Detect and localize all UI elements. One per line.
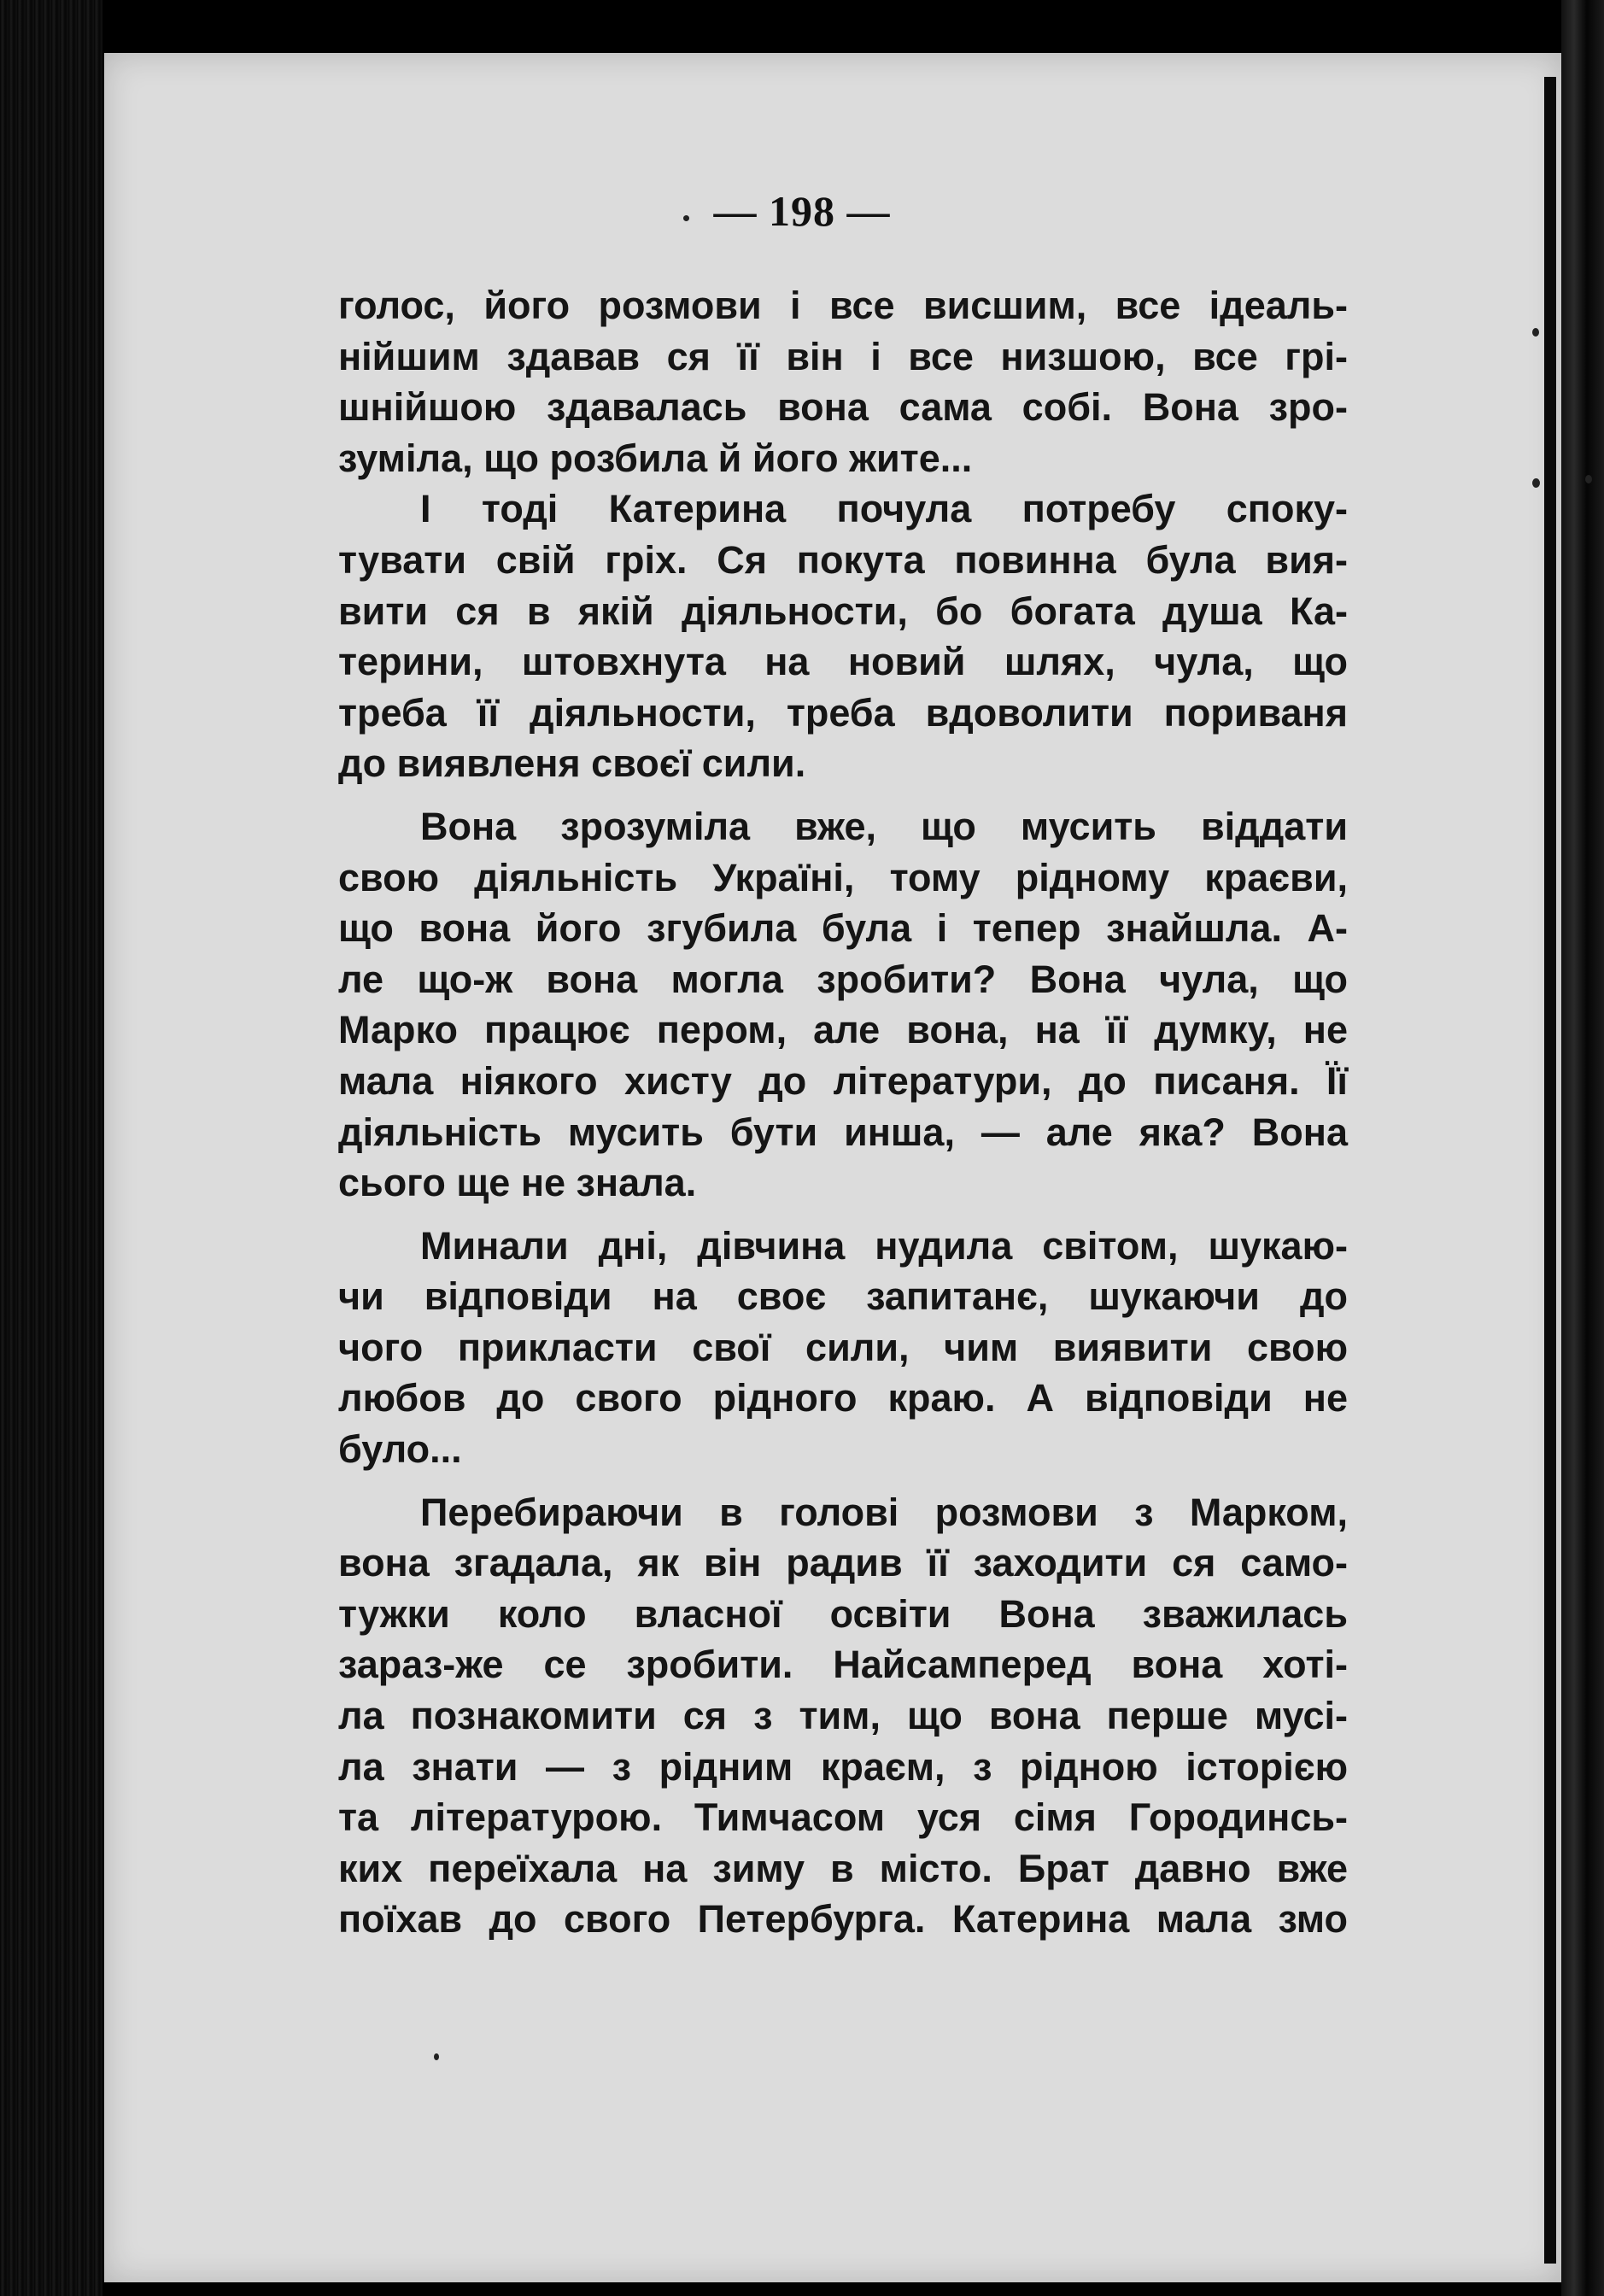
text-line: що вона його згубила була і тепер знайшла. А-	[338, 906, 1348, 951]
scan-speck	[683, 215, 689, 221]
scan-speck	[1532, 328, 1539, 337]
text-line: вона згадала, як він радив її заходити ся само-	[338, 1541, 1348, 1585]
text-line: голос, його розмови і все висшим, все ідеаль-	[338, 284, 1348, 327]
text-line: Вона зрозуміла вже, що мусить віддати	[420, 804, 1348, 848]
text-line: Минали дні, дівчина нудила світом, шукаю-	[420, 1223, 1348, 1268]
page-number: — 198 —	[713, 187, 891, 235]
text-line: ла знати — з рідним краєм, з рідною історією	[338, 1744, 1348, 1789]
page-edge-shadow	[1561, 0, 1604, 2296]
paragraph-gap	[338, 789, 1348, 801]
text-line: любов до свого рідного краю. А відповіди не	[338, 1376, 1348, 1420]
text-line: тужки коло власної освіти Вона зважилась	[338, 1591, 1348, 1636]
text-line: зараз-же се зробити. Найсамперед вона хоті-	[338, 1643, 1348, 1687]
text-line: ла познакомити ся з тим, що вона перше мусі-	[338, 1694, 1348, 1738]
text-line: свою діяльність Україні, тому рідному краєви,	[338, 855, 1348, 899]
text-line: чого прикласти свої сили, чим виявити свою	[338, 1325, 1348, 1369]
paragraph	[338, 1221, 1348, 1475]
text-line: Марко працює пером, але вона, на її думку, не	[338, 1008, 1348, 1052]
text-line: шнійшою здавалась вона сама собі. Вона зро-	[338, 385, 1348, 430]
text-line: та літературою. Тимчасом уся сімя Городинсь-	[338, 1795, 1348, 1840]
text-line: вити ся в якій діяльности, бо богата душа Ка-	[338, 589, 1348, 633]
paragraph	[338, 280, 1348, 483]
paragraph	[338, 801, 1348, 1209]
scan-speck	[1532, 478, 1540, 488]
body-text	[338, 280, 1348, 1945]
text-line: діяльність мусить бути инша, — але яка? Вона	[338, 1110, 1348, 1154]
text-line: терини, штовхнута на новий шлях, чула, що	[338, 640, 1348, 684]
text-line: треба її діяльности, треба вдоволити пориваня	[338, 690, 1348, 735]
text-line: чи відповіди на своє запитанє, шукаючи до	[338, 1274, 1348, 1319]
page-edge-line	[1544, 77, 1556, 2264]
text-line: поїхав до свого Петербурга. Катерина мала змо	[338, 1897, 1348, 1942]
text-line: сього ще не знала.	[338, 1161, 697, 1205]
scan-speck	[434, 2053, 439, 2060]
text-line: мала ніякого хисту до літератури, до писаня. Її	[338, 1058, 1348, 1103]
text-line: до виявленя своєї сили.	[338, 741, 806, 786]
text-line: ких переїхала на зиму в місто. Брат давно вже	[338, 1846, 1348, 1890]
scan-speck	[1585, 475, 1592, 483]
text-line: Перебираючи в голові розмови з Марком,	[420, 1490, 1348, 1534]
text-line: тувати свій гріх. Ся покута повинна була вия-	[338, 537, 1348, 582]
paragraph-gap	[338, 1209, 1348, 1221]
text-line: було...	[338, 1427, 462, 1472]
text-line: ле що-ж вона могла зробити? Вона чула, що	[338, 957, 1348, 1001]
paragraph	[338, 483, 1348, 789]
text-line: І тоді Катерина почула потребу споку-	[420, 487, 1348, 531]
paragraph-gap	[338, 1475, 1348, 1487]
text-line: зуміла, що розбила й його жите...	[338, 436, 973, 480]
book-spine	[0, 0, 102, 2296]
paragraph	[338, 1487, 1348, 1945]
text-line: нійшим здавав ся її він і все низшою, все грі-	[338, 334, 1348, 378]
